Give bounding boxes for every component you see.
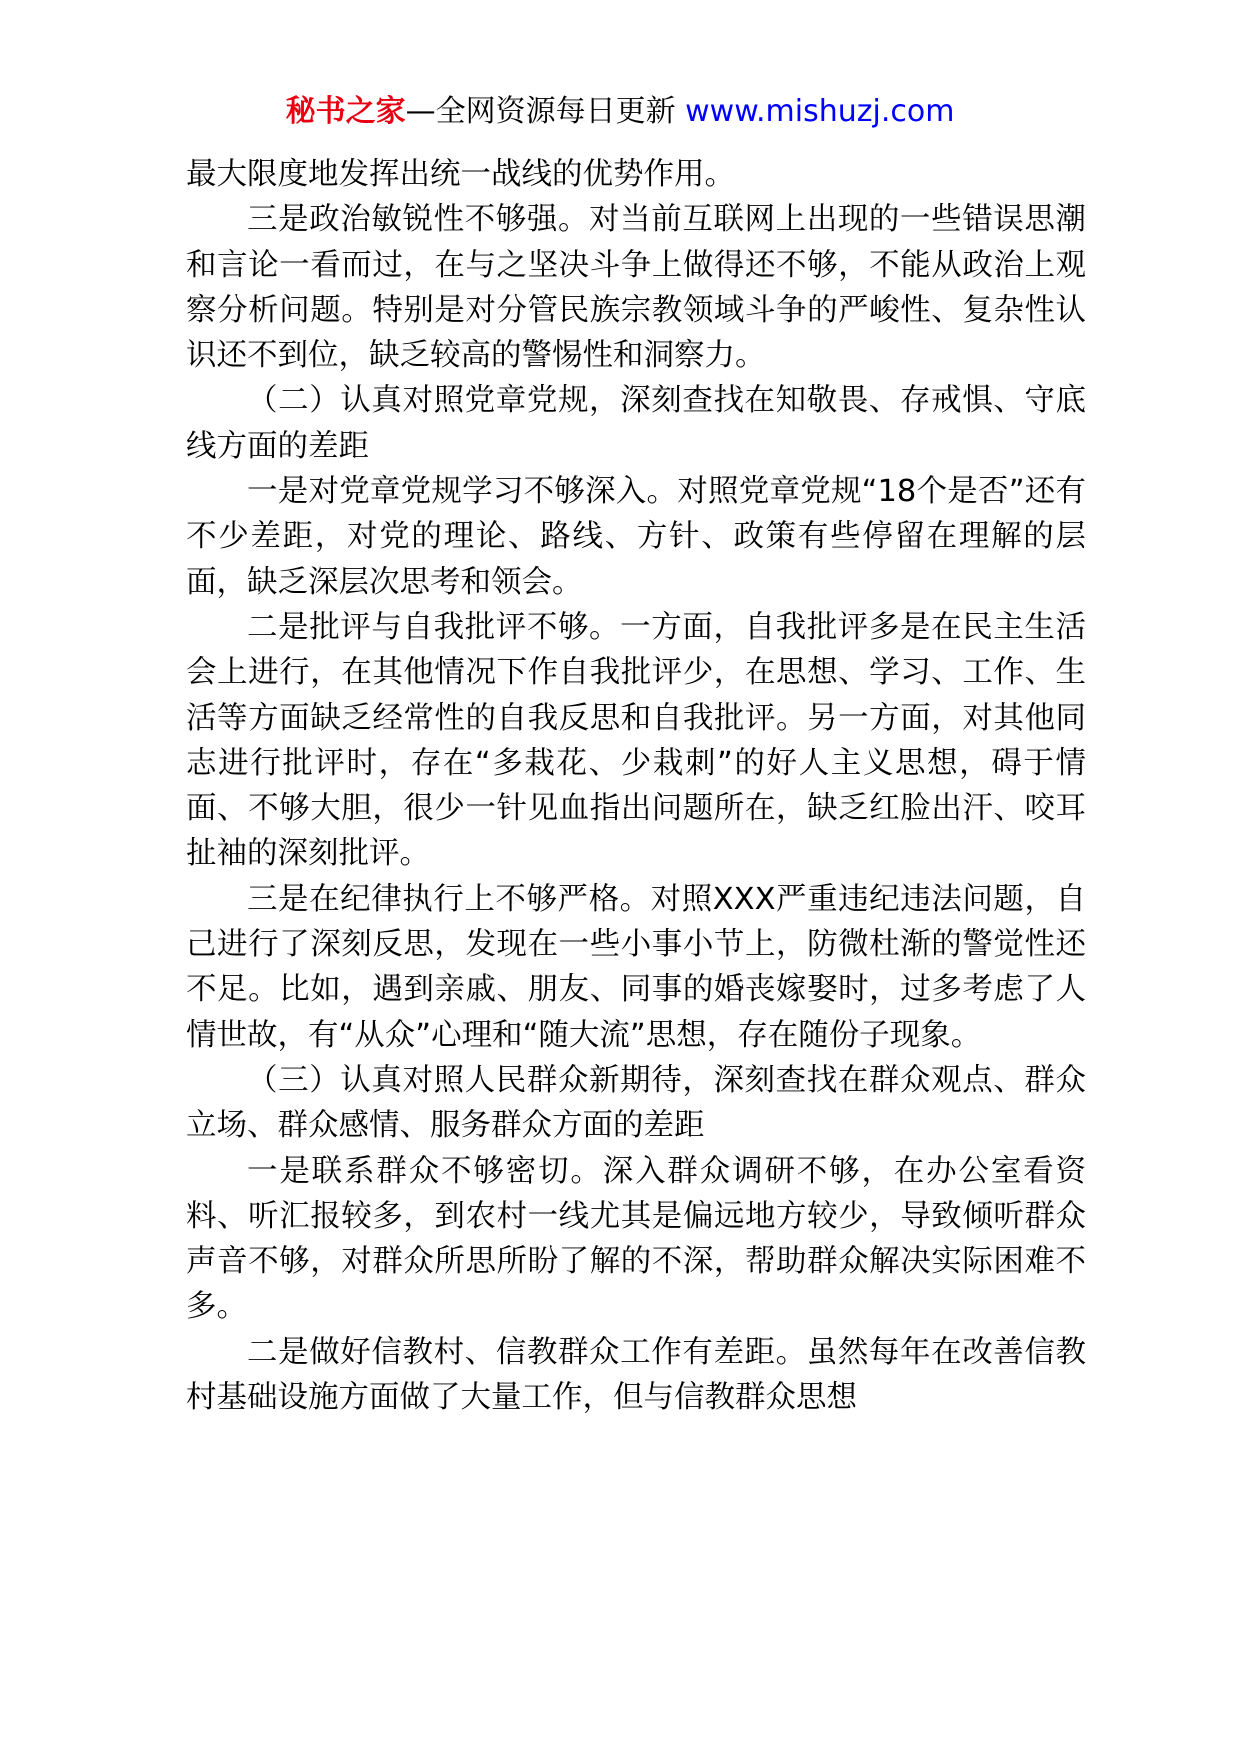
page-header	[0, 92, 1240, 132]
site-slogan: —全网资源每日更新	[405, 94, 686, 129]
body-paragraph: 三是在纪律执行上不够严格。对照XXX严重违纪违法问题，自己进行了深刻反思，发现在一些小事小节上，防微杜渐的警觉性还不足。比如，遇到亲戚、朋友、同事的婚丧嫁娶时，过多考虑了人情世故，有“从众”心理和“随大流”思想，存在随份子现象。	[186, 881, 1086, 1053]
body-paragraph: 一是联系群众不够密切。深入群众调研不够，在办公室看资料、听汇报较多，到农村一线尤其是偏远地方较少，导致倾听群众声音不够，对群众所思所盼了解的不深，帮助群众解决实际困难不多。	[186, 1153, 1086, 1325]
body-paragraph: 三是政治敏锐性不够强。对当前互联网上出现的一些错误思潮和言论一看而过，在与之坚决斗争上做得还不够，不能从政治上观察分析问题。特别是对分管民族宗教领域斗争的严峻性、复杂性认识还不到位，缺乏较高的警惕性和洞察力。	[186, 202, 1086, 374]
site-brand: 秘书之家	[285, 94, 406, 129]
section-heading: （二）认真对照党章党规，深刻查找在知敬畏、存戒惧、守底线方面的差距	[186, 383, 1086, 464]
document-body	[186, 152, 1086, 1420]
body-paragraph: 二是批评与自我批评不够。一方面，自我批评多是在民主生活会上进行，在其他情况下作自我批评少，在思想、学习、工作、生活等方面缺乏经常性的自我反思和自我批评。另一方面，对其他同志进行批评时，存在“多栽花、少栽刺”的好人主义思想，碍于情面、不够大胆，很少一针见血指出问题所在，缺乏红脸出汗、咬耳扯袖的深刻批评。	[186, 609, 1086, 872]
site-url-link[interactable]: www.mishuzj.com	[685, 94, 955, 129]
body-paragraph: 最大限度地发挥出统一战线的优势作用。	[186, 157, 735, 192]
body-paragraph: 一是对党章党规学习不够深入。对照党章党规“18个是否”还有不少差距，对党的理论、路线、方针、政策有些停留在理解的层面，缺乏深层次思考和领会。	[186, 474, 1086, 600]
body-paragraph: 二是做好信教村、信教群众工作有差距。虽然每年在改善信教村基础设施方面做了大量工作，但与信教群众思想	[186, 1334, 1086, 1416]
section-heading: （三）认真对照人民群众新期待，深刻查找在群众观点、群众立场、群众感情、服务群众方面的差距	[186, 1062, 1086, 1144]
